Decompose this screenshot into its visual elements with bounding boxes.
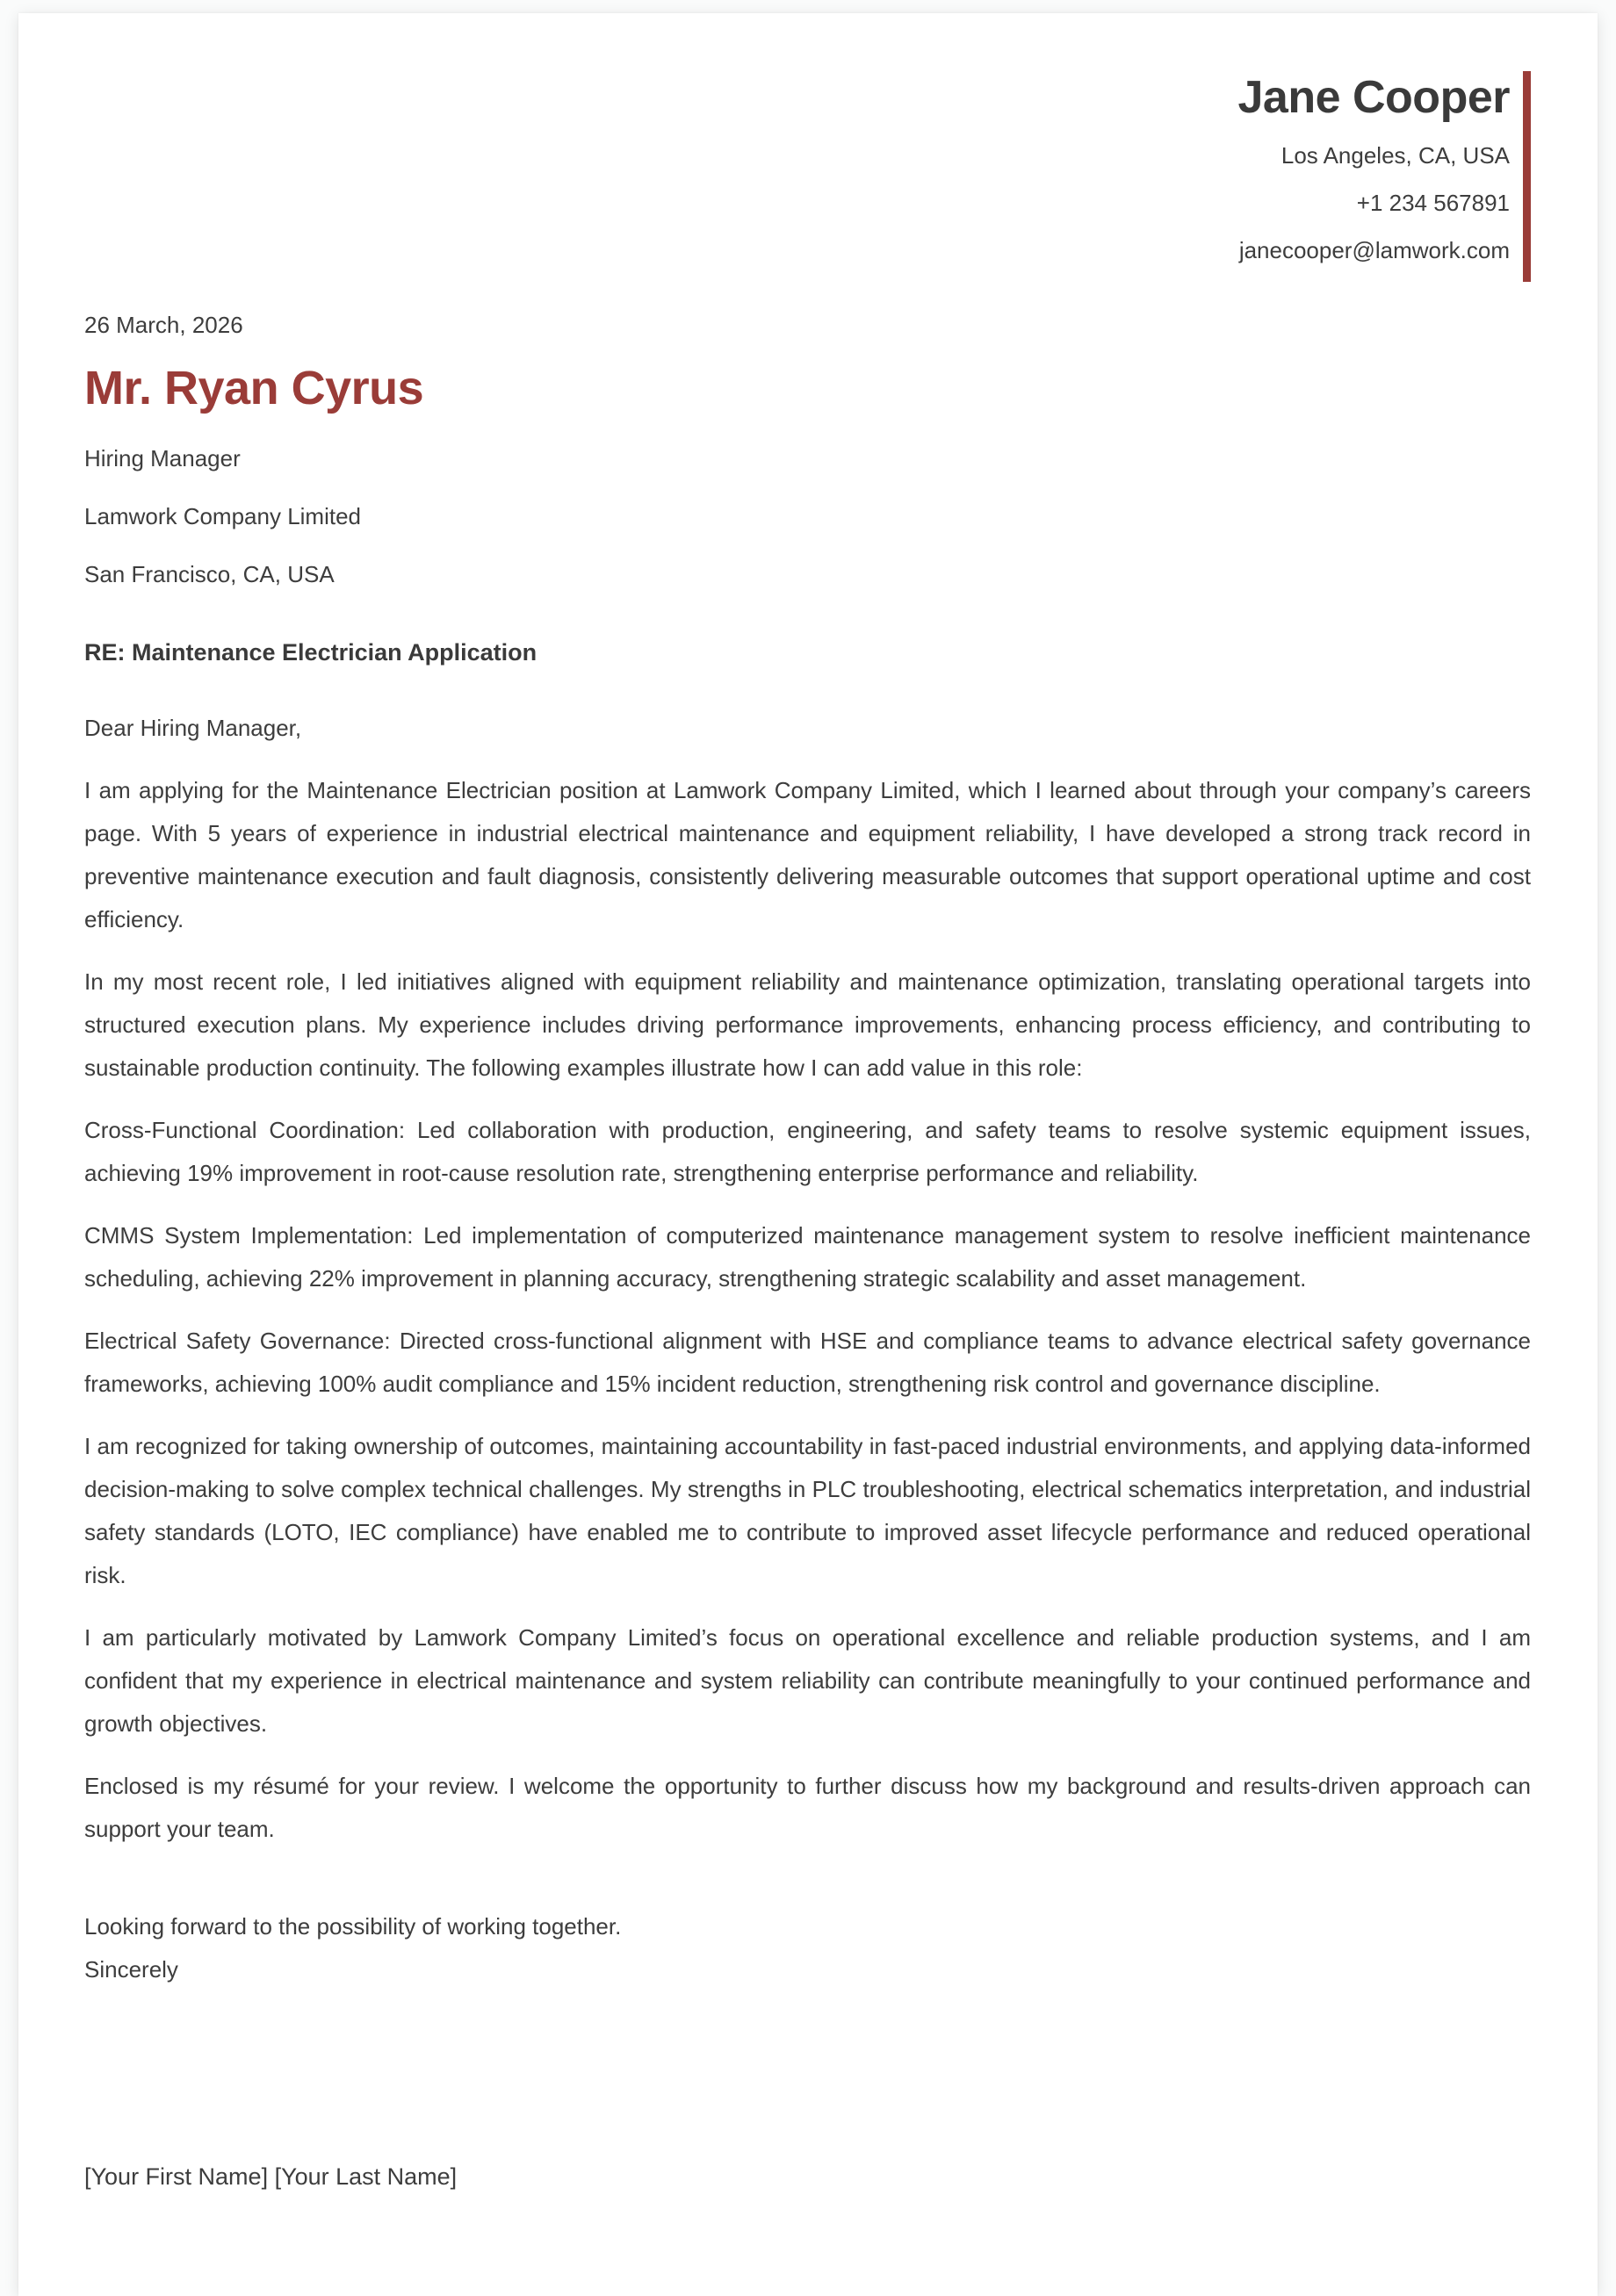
subject-line: RE: Maintenance Electrician Application [84, 638, 537, 666]
cover-letter-page [18, 13, 1598, 2296]
body-paragraph: Cross-Functional Coordination: Led collaboration with production, engineering, and safety teams to resolve systemic equipment issues, achieving 19% improvement in root-cause resolution rate, strengthening enterprise performance and reliability. [84, 1116, 1531, 1186]
letter-body [84, 769, 1531, 1851]
body-paragraph: I am particularly motivated by Lamwork Company Limited’s focus on operational excellence and reliable production systems, and I am confident that my experience in electrical maintenance and system reliability can contribute meaningfully to your continued performance and growth objectives. [84, 1623, 1531, 1737]
body-paragraph: In my most recent role, I led initiatives aligned with equipment reliability and maintenance optimization, translating operational targets into structured execution plans. My experience includes driving performance improvements, enhancing process efficiency, and contributing to sustainable production continuity. The following examples illustrate how I can add value in this role: [84, 968, 1531, 1081]
body-paragraph: Electrical Safety Governance: Directed cross-functional alignment with HSE and compliance teams to advance electrical safety governance frameworks, achieving 100% audit compliance and 15% incident reduction, strengthening risk control and governance discipline. [84, 1327, 1531, 1397]
sender-phone: +1 234 567891 [1356, 190, 1510, 217]
sender-name: Jane Cooper [1237, 72, 1510, 123]
body-paragraph: I am applying for the Maintenance Electrician position at Lamwork Company Limited, which I learned about through your company’s careers page. With 5 years of experience in industrial electrical maintenance and equipment reliability, I have developed a strong track record in preventive maintenance execution and fault diagnosis, consistently delivering measurable outcomes that support operational uptime and cost efficiency. [84, 776, 1531, 932]
signature-placeholder: [Your First Name] [Your Last Name] [84, 2163, 458, 2190]
letter-date: 26 March, 2026 [84, 311, 243, 338]
body-paragraph: CMMS System Implementation: Led implementation of computerized maintenance management system to resolve inefficient maintenance scheduling, achieving 22% improvement in planning accuracy, strengthening strategic scalability and asset management. [84, 1221, 1531, 1292]
sender-location: Los Angeles, CA, USA [1281, 142, 1510, 169]
closing-line: Looking forward to the possibility of working together. [84, 1912, 622, 1940]
recipient-name: Mr. Ryan Cyrus [84, 361, 424, 414]
recipient-location: San Francisco, CA, USA [84, 561, 335, 588]
sender-contact-block [1238, 71, 1531, 282]
closing-block [84, 1905, 1531, 1991]
body-paragraph: I am recognized for taking ownership of outcomes, maintaining accountability in fast-paced industrial environments, and applying data-informed decision-making to solve complex technical challenges. My strengths in PLC troubleshooting, electrical schematics interpretation, and industrial safety standards (LOTO, IEC compliance) have enabled me to contribute to improved asset lifecycle performance and reduced operational risk. [84, 1432, 1531, 1588]
body-paragraph: Enclosed is my résumé for your review. I welcome the opportunity to further discuss how my background and results-driven approach can support your team. [84, 1772, 1531, 1842]
sender-header [84, 71, 1531, 282]
recipient-company: Lamwork Company Limited [84, 503, 362, 530]
sender-email: janecooper@lamwork.com [1238, 236, 1510, 263]
signoff: Sincerely [84, 1955, 178, 1983]
recipient-title: Hiring Manager [84, 445, 241, 472]
salutation: Dear Hiring Manager, [84, 714, 302, 741]
